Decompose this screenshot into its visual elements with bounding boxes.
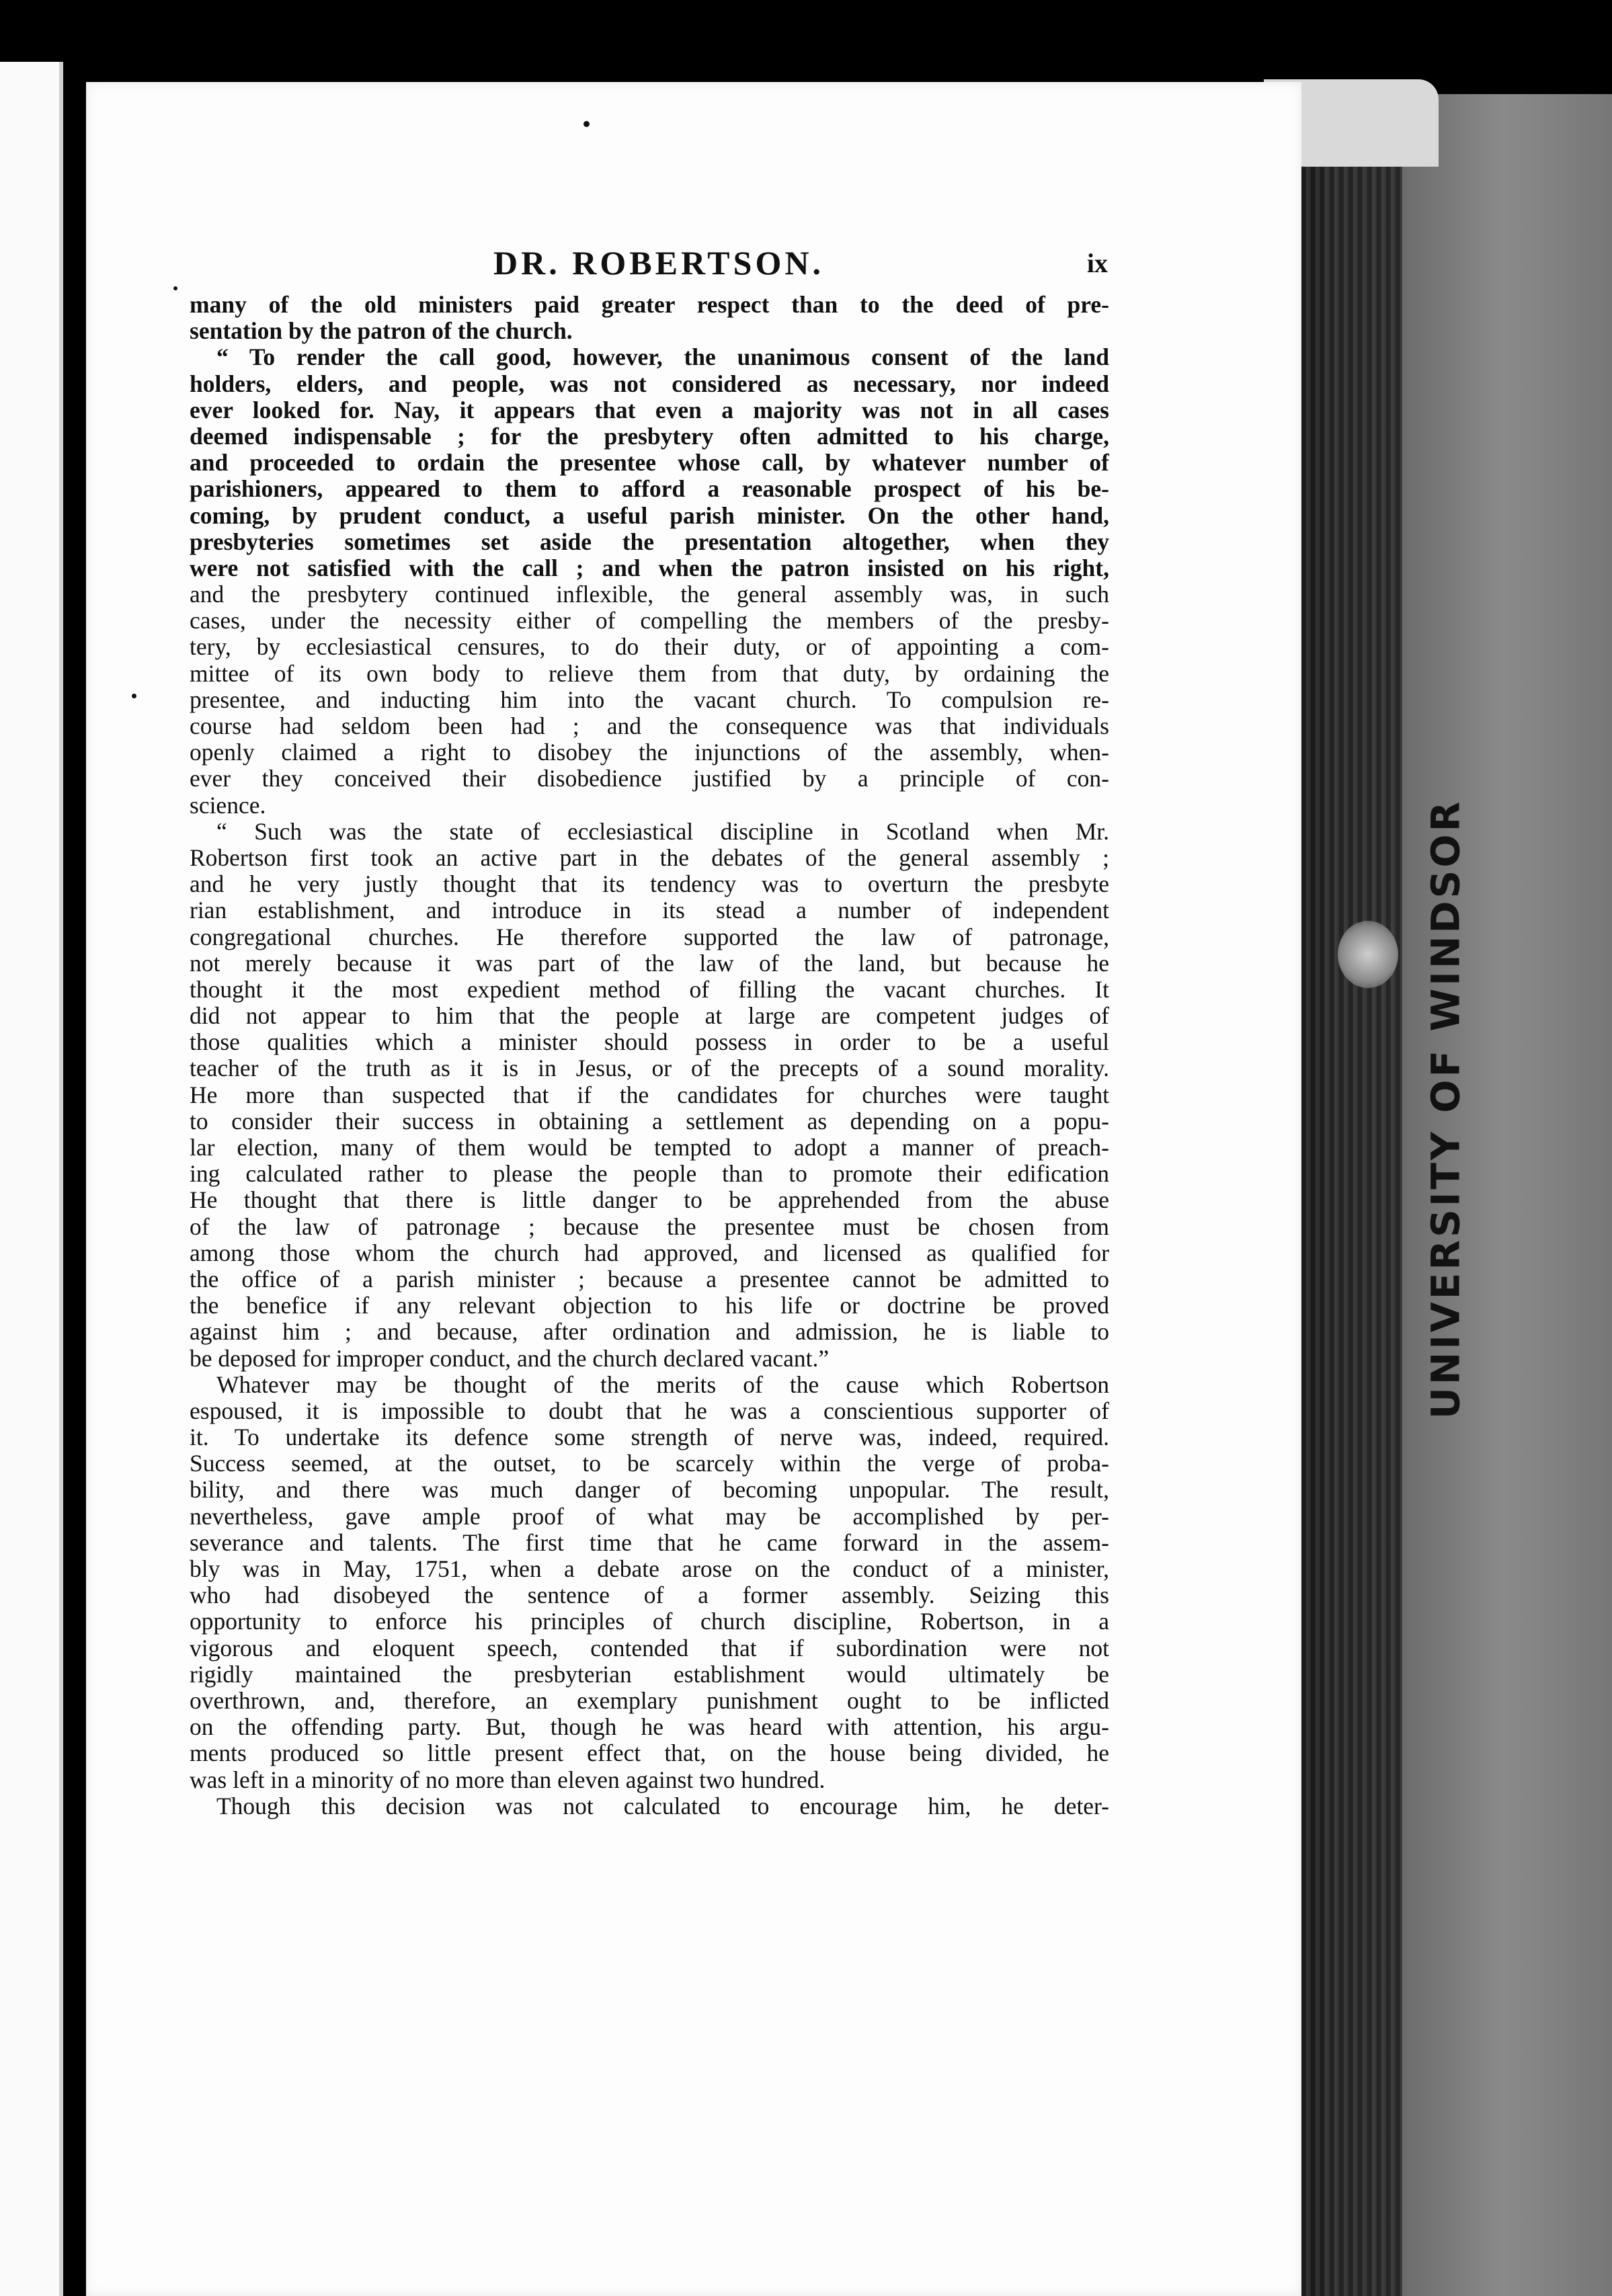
- text-line: thought it the most expedient method of filling the vacant churches. It: [190, 976, 1109, 1003]
- text-line: ing calculated rather to please the people than to promote their edification: [190, 1161, 1109, 1188]
- previous-page-edge: [0, 62, 63, 2296]
- text-line: among those whom the church had approved, and licensed as qualified for: [190, 1239, 1109, 1266]
- text-line: the benefice if any relevant objection to his life or doctrine be proved: [190, 1293, 1109, 1319]
- text-line: mittee of its own body to relieve them from that duty, by ordaining the: [190, 660, 1109, 687]
- text-line: on the offending party. But, though he was heard with attention, his argu-: [190, 1714, 1109, 1741]
- text-line: rian establishment, and introduce in its stead a number of independent: [190, 897, 1109, 924]
- text-line: ments produced so little present effect that, on the house being divided, he: [190, 1740, 1109, 1767]
- text-line: lar election, many of them would be tempted to adopt a manner of preach-: [190, 1135, 1109, 1161]
- text-line: nevertheless, gave ample proof of what may be accomplished by per-: [190, 1503, 1109, 1530]
- text-line: Though this decision was not calculated to encourage him, he deter-: [216, 1793, 1109, 1819]
- text-line: who had disobeyed the sentence of a former assembly. Seizing this: [190, 1582, 1109, 1609]
- page-stack-band: [1301, 94, 1402, 2296]
- paper-stain: [1338, 921, 1398, 988]
- text-line: were not satisfied with the call ; and when the patron insisted on his right,: [190, 555, 1109, 581]
- text-line: it. To undertake its defence some strength of nerve was, indeed, required.: [190, 1424, 1109, 1451]
- text-line: and he very justly thought that its tendency was to overturn the presbyte: [190, 871, 1109, 898]
- body-text: [190, 292, 1109, 1819]
- text-line: be deposed for improper conduct, and the church declared vacant.”: [190, 1345, 830, 1372]
- text-line: teacher of the truth as it is in Jesus, or of the precepts of a sound morality.: [190, 1055, 1109, 1082]
- text-line: course had seldom been had ; and the consequence was that individuals: [190, 713, 1109, 739]
- text-line: vigorous and eloquent speech, contended that if subordination were not: [190, 1635, 1109, 1662]
- text-line: bility, and there was much danger of becoming unpopular. The result,: [190, 1477, 1109, 1504]
- library-stamp: [1405, 798, 1486, 1420]
- ink-speck: [583, 121, 590, 127]
- text-line: cases, under the necessity either of compelling the members of the presby-: [190, 608, 1109, 634]
- text-line: and the presbytery continued inflexible, the general assembly was, in such: [190, 581, 1109, 608]
- text-line: those qualities which a minister should possess in order to be a useful: [190, 1029, 1109, 1056]
- text-line: “ Such was the state of ecclesiastical discipline in Scotland when Mr.: [216, 818, 1109, 845]
- text-line: many of the old ministers paid greater respect than to the deed of pre-: [190, 292, 1109, 318]
- text-line: Whatever may be thought of the merits of the cause which Robertson: [216, 1371, 1109, 1398]
- text-line: tery, by ecclesiastical censures, to do their duty, or of appointing a com-: [190, 634, 1109, 661]
- text-line: parishioners, appeared to them to afford a reasonable prospect of his be-: [190, 476, 1109, 503]
- text-line: deemed indispensable ; for the presbytery often admitted to his charge,: [190, 423, 1109, 450]
- text-line: He thought that there is little danger to be apprehended from the abuse: [190, 1187, 1109, 1214]
- text-line: Success seemed, at the outset, to be scarcely within the verge of proba-: [190, 1450, 1109, 1477]
- text-line: bly was in May, 1751, when a debate arose on the conduct of a minister,: [190, 1556, 1109, 1582]
- text-line: holders, elders, and people, was not considered as necessary, nor indeed: [190, 370, 1109, 397]
- text-line: did not appear to him that the people at large are competent judges of: [190, 1003, 1109, 1030]
- ink-speck: [132, 694, 136, 698]
- text-line: espoused, it is impossible to doubt that he was a conscientious supporter of: [190, 1397, 1109, 1424]
- text-line: He more than suspected that if the candidates for churches were taught: [190, 1081, 1109, 1108]
- text-line: presbyteries sometimes set aside the presentation altogether, when they: [190, 528, 1109, 555]
- text-line: science.: [190, 792, 266, 819]
- text-line: overthrown, and, therefore, an exemplary punishment ought to be inflicted: [190, 1687, 1109, 1714]
- text-line: ever looked for. Nay, it appears that even a majority was not in all cases: [190, 397, 1109, 423]
- text-line: against him ; and because, after ordination and admission, he is liable to: [190, 1319, 1109, 1346]
- text-line: rigidly maintained the presbyterian establishment would ultimately be: [190, 1661, 1109, 1688]
- text-line: presentee, and inducting him into the vacant church. To compulsion re-: [190, 686, 1109, 713]
- text-line: congregational churches. He therefore supported the law of patronage,: [190, 924, 1109, 950]
- text-line: and proceeded to ordain the presentee whose call, by whatever number of: [190, 450, 1109, 477]
- text-line: opportunity to enforce his principles of church discipline, Robertson, in a: [190, 1608, 1109, 1635]
- page-number: ix: [1086, 248, 1108, 278]
- text-line: coming, by prudent conduct, a useful parish minister. On the other hand,: [190, 502, 1109, 529]
- text-line: openly claimed a right to disobey the injunctions of the assembly, when-: [190, 739, 1109, 766]
- library-stamp-text: UNIVERSITY OF WINDSOR: [1422, 798, 1468, 1420]
- running-head: DR. ROBERTSON.: [493, 244, 824, 282]
- text-line: to consider their success in obtaining a settlement as depending on a popu-: [190, 1108, 1109, 1135]
- text-line: was left in a minority of no more than eleven against two hundred.: [190, 1766, 825, 1793]
- text-line: of the law of patronage ; because the presentee must be chosen from: [190, 1213, 1109, 1240]
- text-line: the office of a parish minister ; because a presentee cannot be admitted to: [190, 1266, 1109, 1293]
- text-line: “ To render the call good, however, the unanimous consent of the land: [216, 344, 1109, 371]
- text-line: ever they conceived their disobedience justified by a principle of con-: [190, 766, 1109, 792]
- text-line: not merely because it was part of the law of the land, but because he: [190, 950, 1109, 977]
- text-line: sentation by the patron of the church.: [190, 318, 573, 345]
- text-line: severance and talents. The first time that he came forward in the assem-: [190, 1529, 1109, 1556]
- text-line: Robertson first took an active part in the debates of the general assembly ;: [190, 844, 1109, 871]
- ink-speck: [173, 286, 177, 290]
